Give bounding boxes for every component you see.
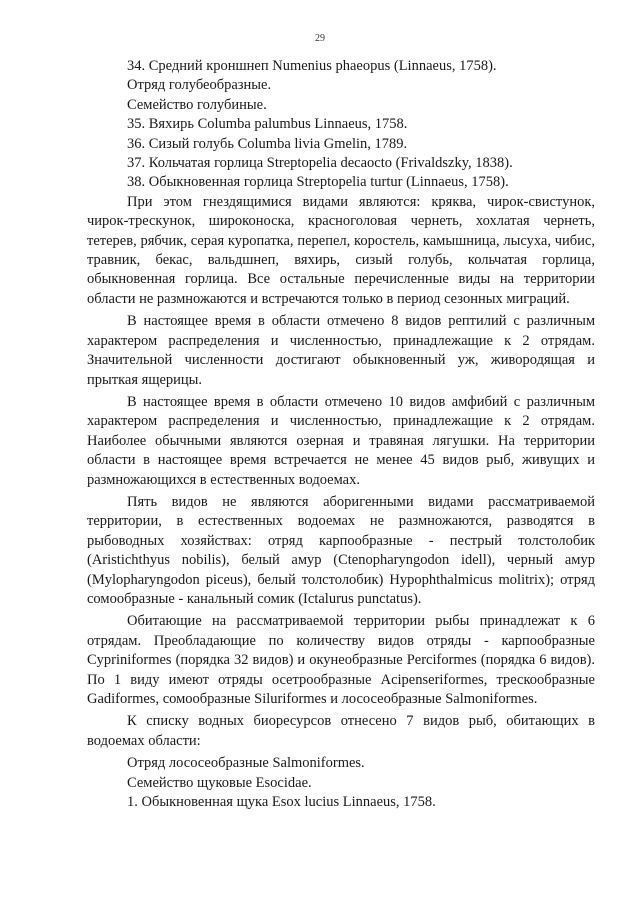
- paragraph-amphibians: В настоящее время в области отмечено 10 видов амфибий с различным характером распределения и численностью, принадлежащие к 2 отрядам. Наиболее обычными являются озерная и травяная лягушки. На территории области в настоящее время встречается не менее 45 видов рыб, живущих и размножающихся в естественных водоемах.: [87, 393, 595, 488]
- list-line: 38. Обыкновенная горлица Streptopelia turtur (Linnaeus, 1758).: [127, 174, 509, 191]
- list-line: 37. Кольчатая горлица Streptopelia decaocto (Frivaldszky, 1838).: [127, 155, 513, 172]
- list-line: Семейство щуковые Esocidae.: [127, 774, 312, 791]
- document-body: [87, 57, 595, 812]
- paragraph-reptiles: В настоящее время в области отмечено 8 видов рептилий с различным характером распределения и численностью, принадлежащие к 2 отрядам. Значительной численности достигают обыкновенный уж, живородящая и прыткая ящерицы.: [87, 313, 595, 388]
- paragraph-non-native-fish: Пять видов не являются аборигенными видами рассматриваемой территории, в естественных водоемах не размножаются, разводятся в рыбоводных хозяйствах: отряд карпообразные - пестрый толстолобик (Aristichthyus nobilis), белый амур (Ctenopharyngodon idell), черный амур (Mylopharyngodon piceus), белый толстолобик) Hypophthalmicus molitrix); отряд сомообразные - канальный сомик (Ictalurus punctatus).: [87, 493, 595, 607]
- species-list-bottom: [87, 754, 595, 812]
- list-line: 36. Сизый голубь Columba livia Gmelin, 1789.: [127, 135, 408, 152]
- species-list-top: [87, 57, 595, 193]
- list-line: 1. Обыкновенная щука Esox lucius Linnaeus, 1758.: [127, 794, 436, 811]
- list-line: Отряд лососеобразные Salmoniformes.: [127, 755, 365, 772]
- list-line: 35. Вяхирь Columba palumbus Linnaeus, 1758.: [127, 116, 408, 133]
- page-number: 29: [315, 33, 325, 44]
- paragraph-water-bioresources: К списку водных биоресурсов отнесено 7 видов рыб, обитающих в водоемах области:: [87, 713, 595, 749]
- paragraph-nesting-species: При этом гнездящимися видами являются: кряква, чирок-свистунок, чирок-трескунок, широконоска, красноголовая чернеть, хохлатая чернеть, тетерев, рябчик, серая куропатка, перепел, коростель, камышница, лысуха, чибис, травник, бекас, вальдшнеп, вяхирь, сизый голубь, кольчатая горлица, обыкновенная горлица. Все остальные перечисленные виды на территории области не размножаются и встречаются только в период сезонных миграций.: [87, 193, 595, 307]
- list-line: 34. Средний кроншнеп Numenius phaeopus (Linnaeus, 1758).: [127, 58, 497, 74]
- list-line: Семейство голубиные.: [127, 96, 267, 113]
- paragraph-fish-orders: Обитающие на рассматриваемой территории рыбы принадлежат к 6 отрядам. Преобладающие по количеству видов отряды - карпообразные Cypriniformes (порядка 32 видов) и окунеобразные Perciformes (порядка 6 видов). По 1 виду имеют отряды осетрообразные Acipenseriformes, трескообразные Gadiformes, сомообразные Siluriformes и лососеобразные Salmoniformes.: [87, 613, 595, 707]
- list-line: Отряд голубеобразные.: [127, 77, 272, 94]
